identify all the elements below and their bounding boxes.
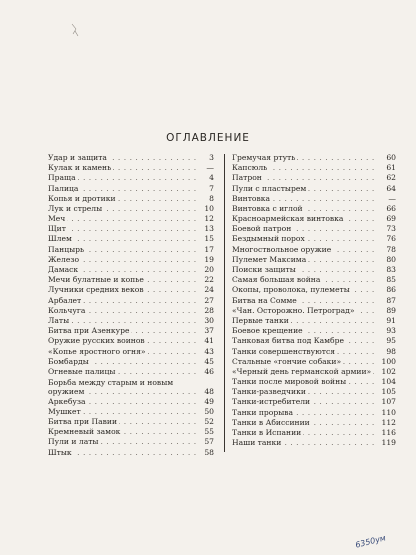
toc-entry [48,306,214,316]
toc-entry-title-wrap [48,296,196,306]
toc-entry [48,427,214,437]
toc-entry [48,296,214,306]
toc-entry [48,397,214,407]
toc-entry-title-wrap [48,326,196,336]
toc-entry-title-wrap [48,255,196,265]
toc-entry-page: 66 [378,204,396,214]
toc-entry-title: Праща [48,173,76,183]
toc-entry-title: Поиски защиты [232,265,296,275]
toc-entry [232,408,396,418]
toc-entry-page: 55 [196,427,214,437]
toc-entry [48,235,214,245]
toc-entry-page: 58 [196,448,214,458]
toc-entry-page: 52 [196,417,214,427]
toc-entry [232,163,396,173]
toc-entry-page: 89 [378,306,396,316]
toc-entry-title-wrap [232,214,378,224]
toc-entry-title: Лучники средних веков [48,285,144,295]
toc-title: ОГЛАВЛЕНИЕ [166,132,250,144]
toc-entry-title: Латы [48,315,70,325]
toc-entry-title: Винтовка [232,193,271,203]
toc-entry-page: 17 [196,245,214,255]
toc-entry-title-wrap [232,347,378,357]
toc-entry-title: Боевое крещение [232,326,303,336]
toc-entry-title: Танки в Абиссинии [232,417,310,427]
toc-entry-title-wrap [232,234,378,244]
toc-entry-page: 60 [378,153,396,163]
toc-entry-title-wrap [232,204,378,214]
toc-entry [232,398,396,408]
toc-entry-title-wrap [48,275,196,285]
toc-entry [48,448,214,458]
toc-entry-title: Дамаск [48,265,79,275]
toc-entry-page: 112 [378,418,396,428]
toc-entry-title-wrap [232,163,378,173]
toc-entry [232,326,396,336]
toc-entry [232,387,396,397]
toc-entry-title: Штык [48,447,72,457]
toc-right-column [232,153,396,448]
toc-entry [232,285,396,295]
toc-entry [232,214,396,224]
toc-entry-page: 15 [196,234,214,244]
toc-entry [48,417,214,427]
toc-entry-page: 105 [378,387,396,397]
toc-entry [232,235,396,245]
toc-entry-page: 78 [378,245,396,255]
toc-entry-title: Копья и дротики [48,193,116,203]
toc-entry-title-wrap [48,173,196,183]
toc-entry-title: Танки в Испании [232,428,302,438]
toc-entry-title: Кольчуга [48,305,86,315]
toc-entry-page: 61 [378,163,396,173]
toc-entry [232,275,396,285]
toc-entry-page: 87 [378,296,396,306]
toc-entry-page: 13 [196,224,214,234]
toc-entry-page: 46 [196,367,214,377]
toc-entry-title-wrap [232,408,378,418]
pencil-mark [70,22,80,38]
toc-entry-title-wrap [48,245,196,255]
toc-entry-page: 91 [378,316,396,326]
toc-entry-title-wrap [232,265,378,275]
toc-entry-title: Пули с пластырем [232,183,307,193]
toc-entry [48,407,214,417]
toc-entry-page: 76 [378,234,396,244]
toc-entry-title-wrap [48,194,196,204]
toc-entry-page: 119 [378,438,396,448]
toc-entry-title: Удар и защита [48,152,107,162]
toc-entry-title-wrap [48,234,196,244]
toc-entry [48,367,214,377]
toc-entry-title: Боевой патрон [232,224,292,234]
toc-entry-title-wrap [232,153,378,163]
toc-entry-page: 43 [196,347,214,357]
toc-entry-title: Панцырь [48,244,85,254]
toc-entry-page: 69 [378,214,396,224]
toc-entry-title: Танки-истребители [232,397,311,407]
toc-entry [48,377,214,397]
toc-entry [48,163,214,173]
toc-entry [48,265,214,275]
toc-entry-title: Щит [48,224,66,234]
toc-entry [232,347,396,357]
toc-entry-title: Мечи булатные и копье [48,275,144,285]
toc-entry [48,184,214,194]
toc-entry-title: Красноармейская винтовка [232,214,344,224]
toc-entry-page: — [378,194,396,204]
toc-entry [48,357,214,367]
toc-entry-title: Арбалет [48,295,82,305]
toc-entry [48,347,214,357]
toc-entry-title: Мушкет [48,406,81,416]
toc-entry-page: 48 [196,387,214,397]
toc-entry-title-wrap [48,427,196,437]
toc-entry [48,285,214,295]
toc-entry-title: Многоствольное оружие [232,244,332,254]
toc-entry-title: Танки после мировой войны [232,377,347,387]
toc-entry-title: Гремучая ртуть [232,152,296,162]
toc-entry [232,173,396,183]
toc-entry-title-wrap [232,377,378,387]
toc-entry-title: Битва на Сомме [232,295,297,305]
toc-entry-title-wrap [232,316,378,326]
toc-entry-title: Меч [48,214,66,224]
toc-entry-title: Лук и стрелы [48,203,103,213]
toc-entry-title: Самая большая война [232,275,321,285]
toc-entry-title: Винтовка с иглой [232,203,303,213]
toc-entry-page: 107 [378,397,396,407]
toc-entry-title-wrap [48,417,196,427]
toc-entry-page: 102 [378,367,396,377]
toc-entry-title: Огневые палицы [48,366,116,376]
toc-entry-page: 57 [196,437,214,447]
toc-entry [232,418,396,428]
toc-entry [48,316,214,326]
toc-entry-page: — [196,163,214,173]
toc-entry [48,194,214,204]
library-stamp: 6350ум [354,533,387,550]
toc-entry-page: 49 [196,397,214,407]
toc-entry-title: Наши танки [232,438,282,448]
toc-entry [232,428,396,438]
toc-entry-page: 3 [196,153,214,163]
toc-entry-page: 28 [196,306,214,316]
toc-entry [232,377,396,387]
toc-entry-page: 73 [378,224,396,234]
toc-entry-page: 95 [378,336,396,346]
toc-entry-title-wrap [232,194,378,204]
toc-entry-title-wrap [48,448,196,458]
toc-entry-page: 8 [196,194,214,204]
toc-entry-title-wrap [48,437,196,447]
toc-entry-title: Танковая битва под Камбре [232,336,344,346]
toc-entry-page: 62 [378,173,396,183]
toc-entry-page: 45 [196,357,214,367]
toc-entry-title: Танки прорыва [232,407,294,417]
toc-entry-title-wrap [48,407,196,417]
column-divider [224,154,225,452]
toc-entry-title: «Черный день германской армии» [232,366,372,376]
toc-entry [232,306,396,316]
toc-entry-page: 22 [196,275,214,285]
toc-entry-title-wrap [232,245,378,255]
toc-entry-title-wrap [232,296,378,306]
toc-entry [232,438,396,448]
toc-entry [48,275,214,285]
toc-entry-title-wrap [48,214,196,224]
toc-entry [232,224,396,234]
toc-entry-title-wrap [48,163,196,173]
toc-entry-page: 86 [378,285,396,295]
toc-entry-title-wrap [48,204,196,214]
toc-entry-title: Кремневый замок [48,427,121,437]
toc-entry-title-wrap [232,357,378,367]
toc-entry [48,437,214,447]
toc-entry-page: 27 [196,296,214,306]
toc-entry-title: Кулак и камень [48,163,112,173]
toc-entry-title: Танки совершенствуются [232,346,335,356]
toc-entry-title-wrap [232,397,378,407]
toc-entry-title-wrap [48,367,196,377]
toc-entry-title: Капсюль [232,163,268,173]
toc-entry-page: 50 [196,407,214,417]
toc-entry-title: Танки-разведчики [232,387,306,397]
toc-entry-page: 19 [196,255,214,265]
toc-entry-title: Пули и латы [48,437,99,447]
toc-left-column [48,153,214,458]
toc-entry-title-wrap [48,265,196,275]
toc-entry [48,245,214,255]
toc-entry-title-wrap [232,285,378,295]
toc-entry-title-wrap [232,275,378,285]
toc-entry-page: 98 [378,347,396,357]
toc-entry-page: 41 [196,336,214,346]
toc-entry [232,184,396,194]
toc-entry-title: Борьба между старым и новым оружием [48,377,174,397]
toc-entry-title-wrap [48,357,196,367]
toc-entry-page: 10 [196,204,214,214]
toc-entry [232,316,396,326]
toc-entry [232,204,396,214]
toc-entry-page: 37 [196,326,214,336]
toc-entry-title-wrap [232,336,378,346]
toc-entry [48,153,214,163]
toc-entry-title-wrap [48,153,196,163]
toc-entry-title-wrap [48,184,196,194]
toc-entry-title-wrap [232,306,378,316]
toc-entry-title-wrap [232,184,378,194]
toc-entry-title-wrap [232,255,378,265]
toc-entry-title-wrap [48,306,196,316]
toc-entry-title: Аркебуза [48,396,86,406]
toc-entry [232,255,396,265]
toc-entry-title-wrap [232,367,378,377]
toc-entry-title: Битва при Павии [48,417,118,427]
toc-entry [232,336,396,346]
toc-entry-title-wrap [232,224,378,234]
toc-entry-page: 4 [196,173,214,183]
toc-entry-page: 20 [196,265,214,275]
toc-entry [232,265,396,275]
toc-entry-title-wrap [48,347,196,357]
toc-entry-page: 85 [378,275,396,285]
toc-entry [232,357,396,367]
toc-entry [48,255,214,265]
toc-entry [48,214,214,224]
toc-entry-title: Железо [48,254,80,264]
toc-entry [232,194,396,204]
toc-entry-title-wrap [232,387,378,397]
toc-entry-title: «Чан. Осторожно. Петроград» [232,305,355,315]
toc-entry-title-wrap [48,316,196,326]
toc-entry-page: 24 [196,285,214,295]
toc-entry-title: Палица [48,183,79,193]
toc-entry-title: «Копье яростного огня» [48,346,146,356]
toc-entry [48,224,214,234]
toc-entry-page: 93 [378,326,396,336]
toc-entry-title-wrap [48,224,196,234]
toc-entry-page: 30 [196,316,214,326]
toc-entry [232,367,396,377]
toc-entry-title-wrap [232,438,378,448]
toc-entry-title: Первые танки [232,315,289,325]
toc-entry [48,336,214,346]
toc-entry-page: 64 [378,184,396,194]
toc-entry [48,326,214,336]
toc-entry-page: 80 [378,255,396,265]
toc-entry-title-wrap [48,397,196,407]
toc-entry-title: Оружие русских воинов [48,336,145,346]
toc-entry-title: Окопы, проволока, пулеметы [232,285,350,295]
toc-entry-title: Стальные «гончие собаки» [232,356,342,366]
toc-entry-page: 83 [378,265,396,275]
toc-entry-title-wrap [48,285,196,295]
toc-entry-title-wrap [232,326,378,336]
toc-entry-title-wrap [48,336,196,346]
toc-entry [48,173,214,183]
toc-entry-title-wrap [48,378,196,397]
toc-entry-title-wrap [232,173,378,183]
toc-entry-title: Бездымный порох [232,234,305,244]
toc-entry-page: 104 [378,377,396,387]
toc-entry-title: Бомбарды [48,356,89,366]
toc-entry-title-wrap [232,428,378,438]
toc-entry-page: 12 [196,214,214,224]
toc-entry-title: Пулемет Максима [232,254,307,264]
toc-entry [232,153,396,163]
toc-entry-page: 116 [378,428,396,438]
toc-entry-title-wrap [232,418,378,428]
toc-entry-page: 110 [378,408,396,418]
toc-entry-page: 7 [196,184,214,194]
toc-entry-title: Шлем [48,234,72,244]
toc-entry [232,296,396,306]
toc-entry [232,245,396,255]
toc-entry-title: Патрон [232,173,262,183]
toc-entry-title: Битва при Азенкуре [48,326,130,336]
toc-entry-page: 100 [378,357,396,367]
toc-entry [48,204,214,214]
